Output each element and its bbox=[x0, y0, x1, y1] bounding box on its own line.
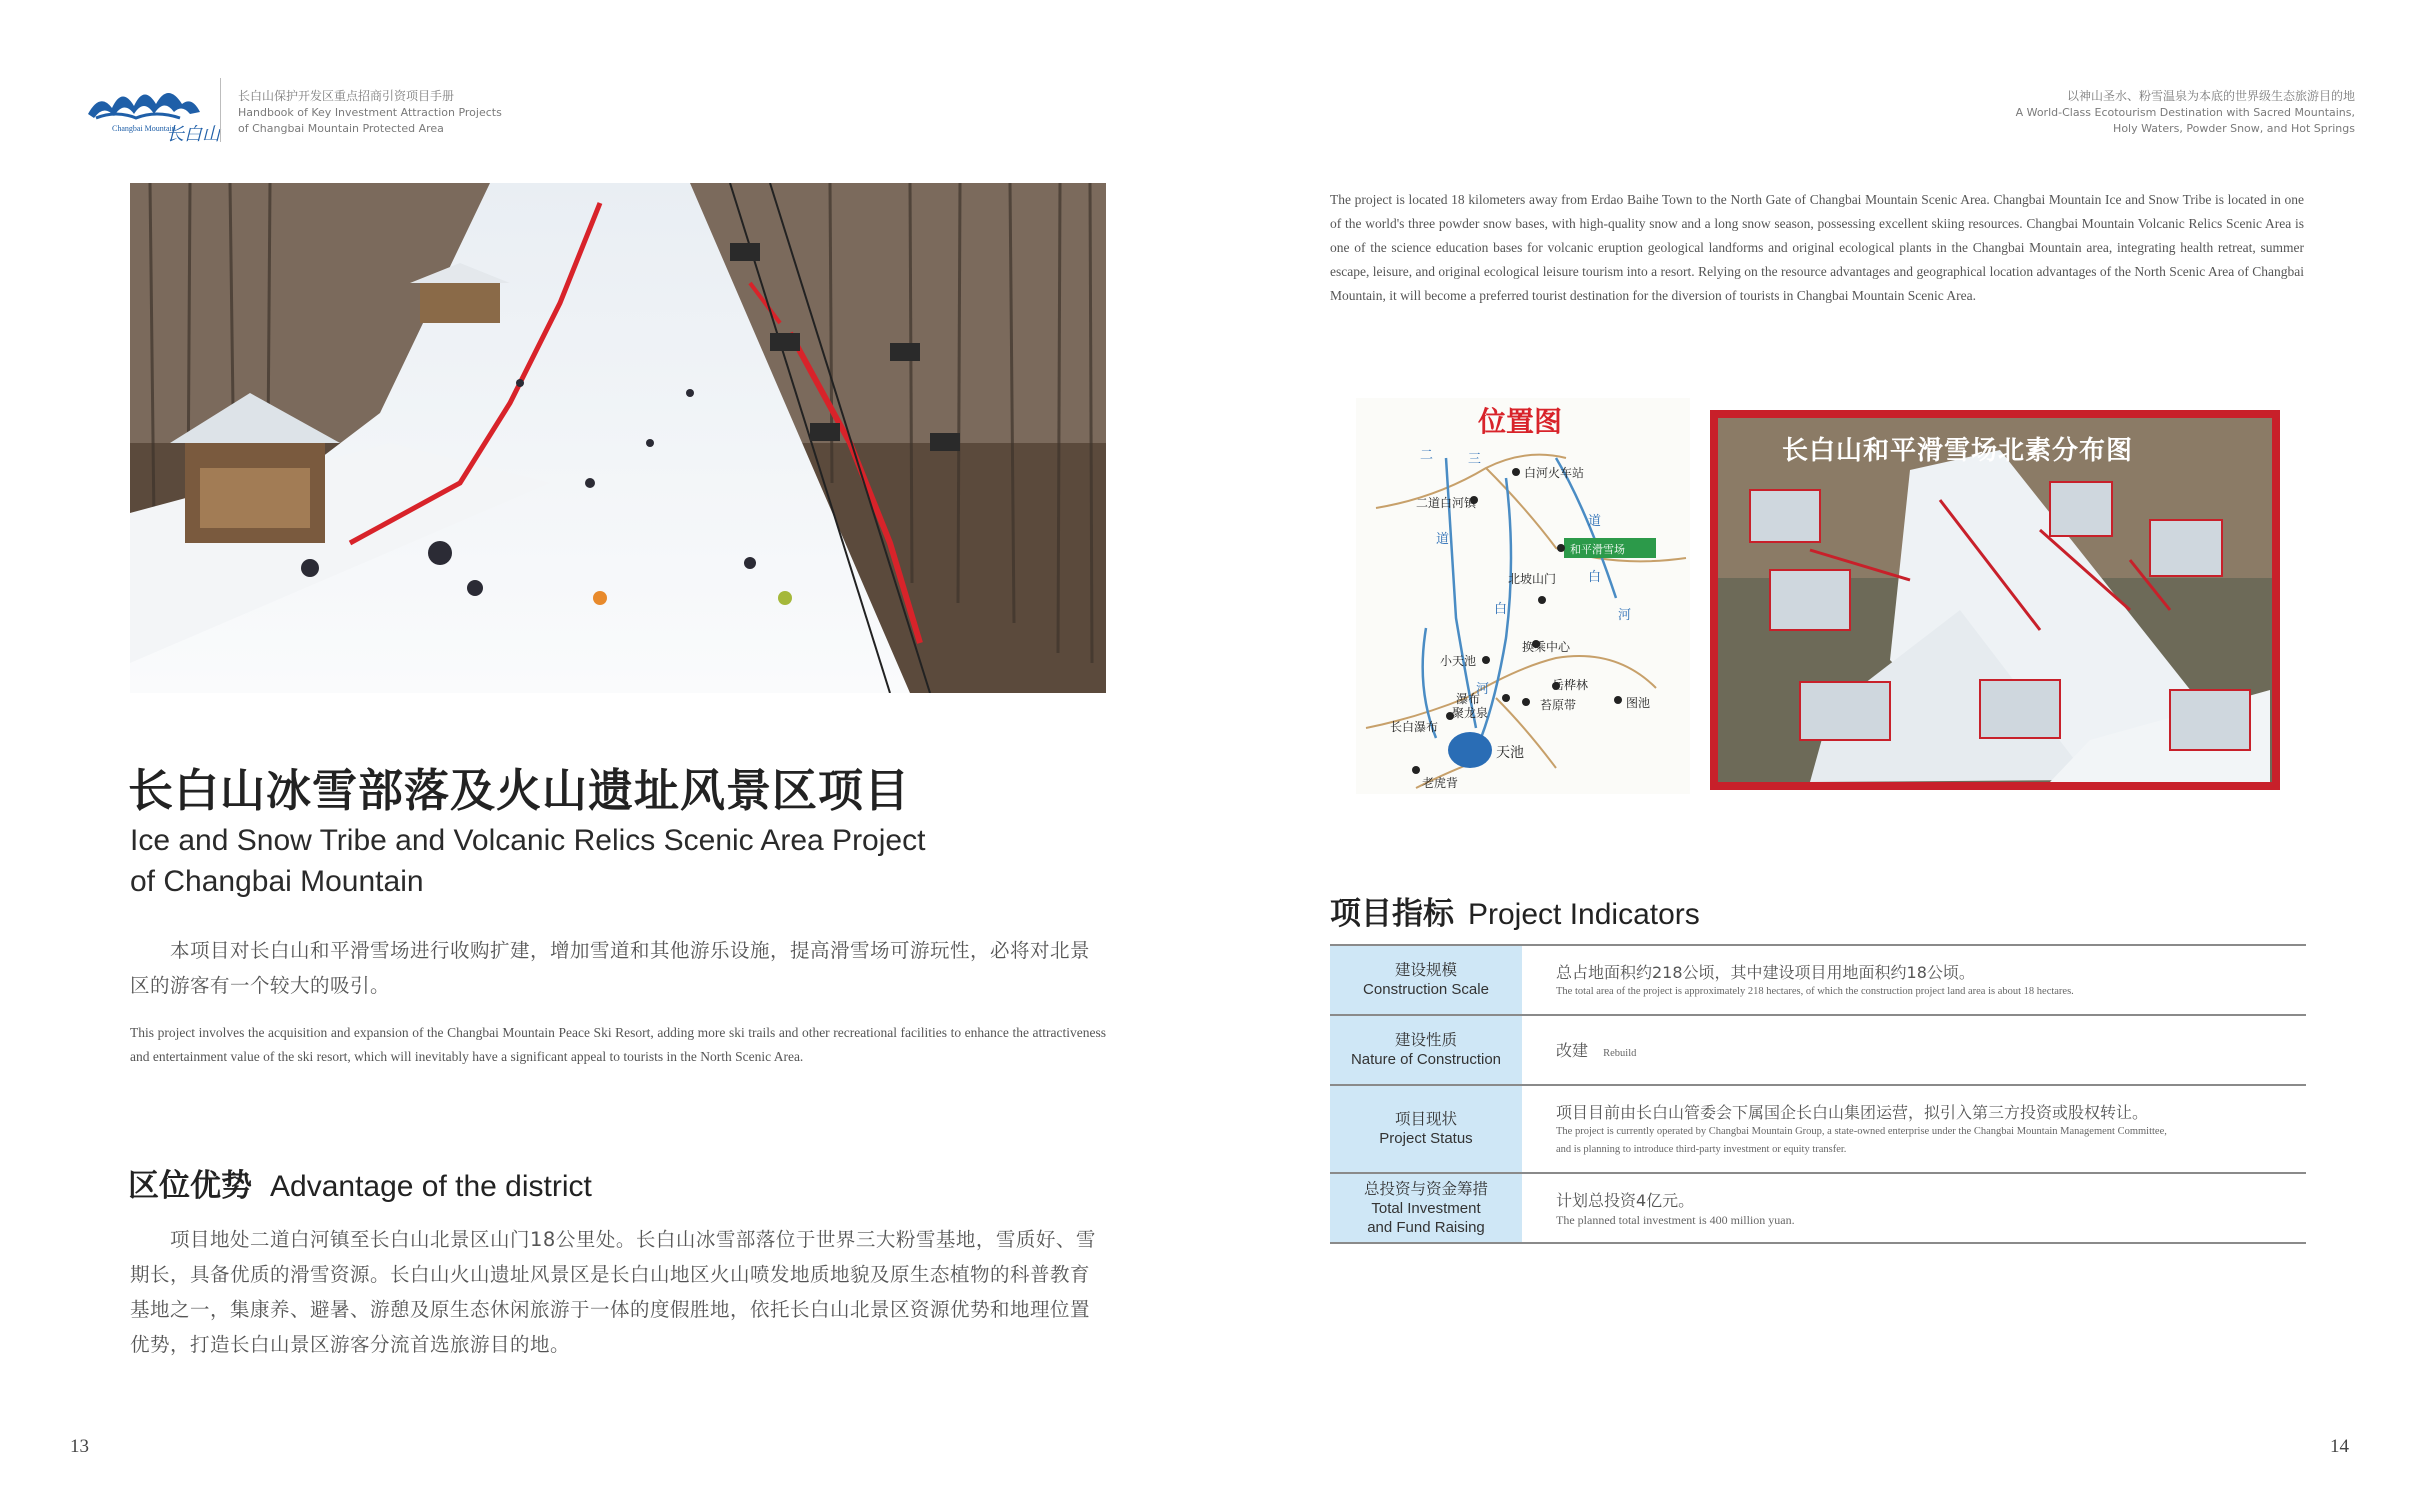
indicator-value-en-2: and is planning to introduce third-party investment or equity transfer. bbox=[1556, 1143, 1847, 1155]
project-intro-cn: 本项目对长白山和平滑雪场进行收购扩建，增加雪道和其他游乐设施，提高滑雪场可游玩性，必将对北景区的游客有一个较大的吸引。 bbox=[130, 939, 1091, 997]
indicator-value-en: The project is currently operated by Changbai Mountain Group, a state-owned enterprise under the Changbai Mountain Management Committee, bbox=[1556, 1125, 2167, 1137]
indicator-label-en-2: and Fund Raising bbox=[1367, 1218, 1485, 1236]
map-label: 道 bbox=[1588, 514, 1602, 529]
handbook-title-cn: 长白山保护开发区重点招商引资项目手册 bbox=[238, 89, 455, 103]
advantage-heading-en: Advantage of the district bbox=[270, 1170, 592, 1203]
indicators-heading bbox=[1330, 888, 1700, 933]
indicator-value-en: The planned total investment is 400 million yuan. bbox=[1556, 1212, 1795, 1227]
indicator-value-cn: 项目目前由长白山管委会下属国企长白山集团运营，拟引入第三方投资或股权转让。 bbox=[1556, 1102, 2149, 1122]
indicator-label-cn: 总投资与资金筹措 bbox=[1363, 1179, 1488, 1198]
map-label: 北坡山门 bbox=[1508, 572, 1557, 586]
project-title-en bbox=[130, 820, 990, 902]
indicator-value bbox=[1522, 1085, 2306, 1173]
slogan-cn: 以神山圣水、粉雪温泉为本底的世界级生态旅游目的地 bbox=[2066, 89, 2355, 103]
indicator-label bbox=[1330, 1173, 1522, 1243]
map-label: 换乘中心 bbox=[1522, 640, 1571, 654]
location-description-en: The project is located 18 kilometers away from Erdao Baihe Town to the North Gate of Changbai Mountain Scenic Area. Changbai Mountain Ice and Snow Tribe is located in one of the world's three powder snow bases, with high-quality snow and a long snow season, possessing excellent skiing resources. Changbai Mountain Volcanic Relics Scenic Area is one of the science education bases for volcanic eruption geological landforms and original ecological plants in the Changbai Mountain area, integrating health retreat, summer escape, leisure, and original ecological leisure tourism into a resort. Relying on the resource advantages and geographical location advantages of the North Scenic Area of Changbai Mountain, it will become a preferred tourist destination for the diversion of tourists in Changbai Mountain Scenic Area. bbox=[1330, 192, 2304, 303]
indicator-label-cn: 项目现状 bbox=[1394, 1110, 1457, 1128]
indicator-label-cn: 建设规模 bbox=[1394, 961, 1457, 979]
ski-map-title: 长白山和平滑雪场北素分布图 bbox=[1782, 436, 2134, 466]
indicator-value-cn: 改建 bbox=[1556, 1040, 1589, 1060]
map-label: 二 bbox=[1420, 448, 1434, 463]
map-label: 白 bbox=[1494, 602, 1508, 617]
map-label: 二道白河镇 bbox=[1416, 496, 1477, 510]
indicator-label-en: Project Status bbox=[1379, 1130, 1473, 1147]
indicator-value-en: Rebuild bbox=[1603, 1047, 1637, 1059]
advantage-text-cn: 项目地处二道白河镇至长白山北景区山门18公里处。长白山冰雪部落位于世界三大粉雪基地，雪质好、雪期长，具备优质的滑雪资源。长白山火山遗址风景区是长白山地区火山喷发地质地貌及原生态植物的科普教育基地之一，集康养、避暑、游憩及原生态休闲旅游于一体的度假胜地，依托长白山北景区资源优势和地理位置优势，打造长白山景区游客分流首选旅游目的地。 bbox=[130, 1228, 1096, 1356]
indicators-heading-cn: 项目指标 bbox=[1330, 896, 1454, 932]
slogan-en-1: A World-Class Ecotourism Destination with Sacred Mountains, bbox=[2015, 106, 2355, 119]
indicator-label-en: Nature of Construction bbox=[1350, 1051, 1502, 1068]
map-label: 老虎背 bbox=[1422, 776, 1459, 790]
map-label: 道 bbox=[1436, 532, 1450, 547]
indicator-label bbox=[1330, 945, 1522, 1015]
map-label: 苔原带 bbox=[1540, 698, 1577, 712]
project-title-cn: 长白山冰雪部落及火山遗址风景区项目 bbox=[128, 764, 911, 817]
map-label: 长白瀑布 bbox=[1390, 720, 1439, 734]
map-label-peace-ski-resort: 和平滑雪场 bbox=[1570, 543, 1625, 556]
advantage-heading-cn: 区位优势 bbox=[128, 1168, 252, 1204]
indicator-value bbox=[1522, 945, 2306, 1015]
map-label: 聚龙泉 bbox=[1452, 706, 1489, 720]
indicator-label-en: Total Investment bbox=[1371, 1199, 1481, 1217]
indicator-value-en: The total area of the project is approximately 218 hectares, of which the construction project land area is about 18 hectares. bbox=[1556, 985, 2074, 997]
map-label: 图池 bbox=[1626, 696, 1651, 710]
map-label: 瀑布 bbox=[1456, 692, 1481, 706]
page-number-right: 14 bbox=[2330, 1436, 2349, 1457]
map-label: 白河火车站 bbox=[1524, 466, 1585, 480]
project-title-en-line-1: Ice and Snow Tribe and Volcanic Relics Scenic Area Project bbox=[130, 824, 926, 857]
indicator-label-cn: 建设性质 bbox=[1394, 1031, 1457, 1049]
header-divider bbox=[220, 78, 221, 142]
map-label: 岳桦林 bbox=[1552, 678, 1589, 692]
handbook-title-en-2: of Changbai Mountain Protected Area bbox=[238, 122, 444, 135]
table-row bbox=[1330, 1173, 2306, 1243]
logo-text-en: Changbai Mountain bbox=[112, 124, 176, 133]
location-map-title: 位置图 bbox=[1478, 405, 1563, 438]
indicator-value-cn: 计划总投资4亿元。 bbox=[1556, 1190, 1695, 1210]
indicator-value bbox=[1522, 1173, 2306, 1243]
ski-slope-photo bbox=[130, 183, 1106, 693]
map-label-tianchi: 天池 bbox=[1496, 745, 1524, 761]
location-map bbox=[1356, 398, 1690, 794]
table-row bbox=[1330, 1015, 2306, 1085]
project-intro-en: This project involves the acquisition and expansion of the Changbai Mountain Peace Ski Resort, adding more ski trails and other recreational facilities to enhance the attractiveness and entertainment value of the ski resort, which will inevitably have a significant appeal to tourists in the North Scenic Area. bbox=[130, 1025, 1106, 1064]
ski-resort-distribution-map bbox=[1710, 410, 2280, 790]
map-label: 河 bbox=[1476, 682, 1490, 697]
slogan-en-2: Holy Waters, Powder Snow, and Hot Springs bbox=[2113, 122, 2355, 135]
table-row bbox=[1330, 1085, 2306, 1173]
indicator-value-cn: 总占地面积约218公顷，其中建设项目用地面积约18公顷。 bbox=[1556, 962, 1975, 982]
logo-text-cn: 长白山 bbox=[166, 124, 220, 145]
project-indicators-table bbox=[1330, 944, 2306, 1244]
page-number-left: 13 bbox=[70, 1436, 89, 1457]
handbook-title-en-1: Handbook of Key Investment Attraction Projects bbox=[238, 106, 502, 119]
indicators-heading-en: Project Indicators bbox=[1468, 898, 1700, 931]
project-title-en-line-2: of Changbai Mountain bbox=[130, 865, 424, 898]
indicator-label bbox=[1330, 1015, 1522, 1085]
advantage-heading bbox=[128, 1160, 592, 1205]
map-label: 三 bbox=[1468, 452, 1482, 467]
map-label: 河 bbox=[1618, 608, 1632, 623]
indicator-label-en: Construction Scale bbox=[1363, 981, 1489, 998]
indicator-label bbox=[1330, 1085, 1522, 1173]
map-label: 小天池 bbox=[1440, 654, 1477, 668]
indicator-value bbox=[1522, 1015, 2306, 1085]
table-row bbox=[1330, 945, 2306, 1015]
map-label: 白 bbox=[1588, 570, 1602, 585]
